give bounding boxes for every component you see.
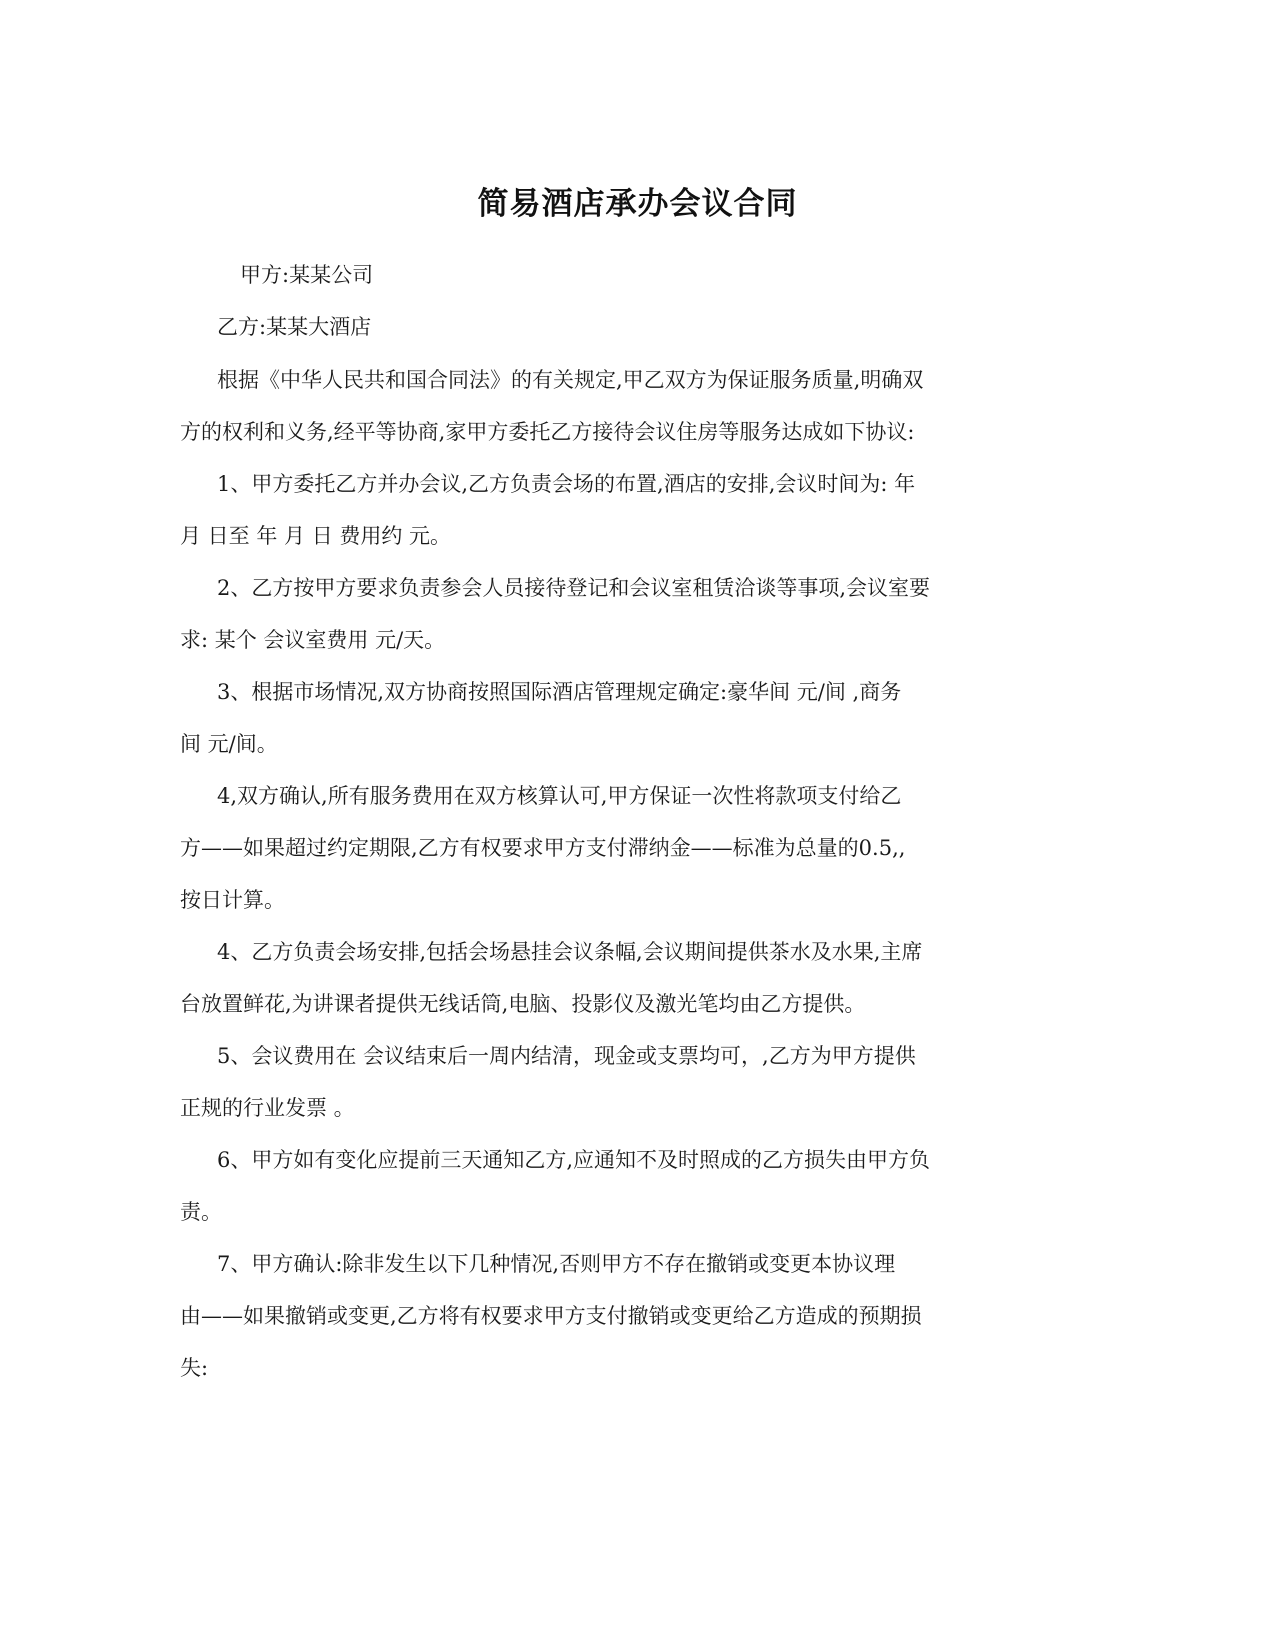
body-line: 方的权利和义务,经平等协商,家甲方委托乙方接待会议住房等服务达成如下协议: [180,420,915,444]
party-a-line: 甲方:某某公司 [240,263,374,287]
clause-3-line: 间 元/间。 [180,732,278,756]
clause-2-line: 求: 某个 会议室费用 元/天。 [180,628,446,652]
clause-1-line: 月 日至 年 月 日 费用约 元。 [180,524,452,548]
clause-7-line: 由——如果撤销或变更,乙方将有权要求甲方支付撤销或变更给乙方造成的预期损 [180,1304,922,1328]
clause-3-line: 3、根据市场情况,双方协商按照国际酒店管理规定确定:豪华间 元/间 ,商务 [217,680,902,704]
clause-1-line: 1、甲方委托乙方并办会议,乙方负责会场的布置,酒店的安排,会议时间为: 年 [217,472,916,496]
clause-6-line: 6、甲方如有变化应提前三天通知乙方,应通知不及时照成的乙方损失由甲方负 [217,1148,931,1172]
clause-6-line: 责。 [180,1200,222,1224]
clause-7-line: 失: [180,1356,209,1380]
clause-4-line: 方——如果超过约定期限,乙方有权要求甲方支付滞纳金——标准为总量的0.5,, [180,836,906,860]
clause-4-line: 按日计算。 [180,888,285,912]
clause-5-line: 正规的行业发票 。 [180,1096,355,1120]
clause-5-line: 5、会议费用在 会议结束后一周内结清，现金或支票均可，,乙方为甲方提供 [217,1044,916,1068]
clause-4b-line: 4、乙方负责会场安排,包括会场悬挂会议条幅,会议期间提供茶水及水果,主席 [217,940,923,964]
document-title: 简易酒店承办会议合同 [477,186,798,222]
clause-7-line: 7、甲方确认:除非发生以下几种情况,否则甲方不存在撤销或变更本协议理 [217,1252,896,1276]
clause-2-line: 2、乙方按甲方要求负责参会人员接待登记和会议室租赁洽谈等事项,会议室要 [217,576,931,600]
clause-4b-line: 台放置鲜花,为讲课者提供无线话筒,电脑、投影仪及激光笔均由乙方提供。 [180,992,866,1016]
clause-4-line: 4,双方确认,所有服务费用在双方核算认可,甲方保证一次性将款项支付给乙 [217,784,902,808]
body-line: 根据《中华人民共和国合同法》的有关规定,甲乙双方为保证服务质量,明确双 [217,368,924,392]
party-b-line: 乙方:某某大酒店 [217,315,372,339]
